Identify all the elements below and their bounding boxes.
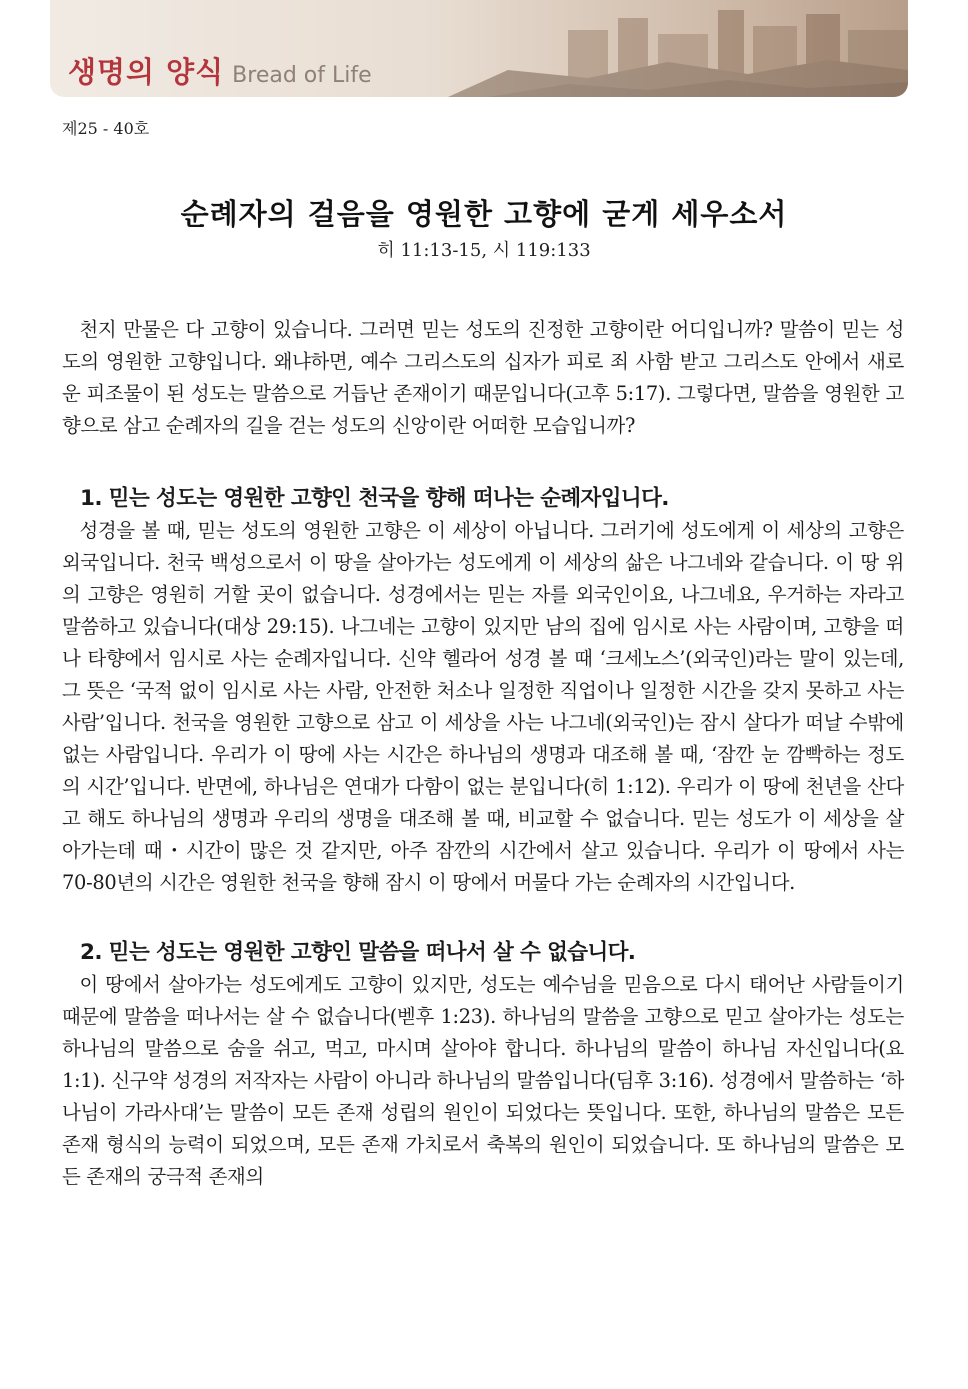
sermon-body bbox=[62, 314, 904, 1193]
intro-paragraph: 천지 만물은 다 고향이 있습니다. 그러면 믿는 성도의 진정한 고향이란 어디입니까? 말씀이 믿는 성도의 영원한 고향입니다. 왜냐하면, 예수 그리스도의 십자가 피로 죄 사함 받고 그리스도 안에서 새로운 피조물이 된 성도는 말씀으로 거듭난 존재이기 때문입니다(고후 5:17). 그렇다면, 말씀을 영원한 고향으로 삼고 순례자의 길을 걷는 성도의 신앙이란 어떠한 모습입니까? bbox=[62, 318, 904, 437]
section-1-heading: 1. 믿는 성도는 영원한 고향인 천국을 향해 떠나는 순례자입니다. bbox=[80, 486, 669, 511]
section-2-heading: 2. 믿는 성도는 영원한 고향인 말씀을 떠나서 살 수 없습니다. bbox=[80, 940, 636, 965]
issue-number: 제25 - 40호 bbox=[62, 119, 150, 138]
header-banner bbox=[50, 0, 908, 97]
sermon-title: 순례자의 걸음을 영원한 고향에 굳게 세우소서 bbox=[180, 197, 788, 231]
section-1-paragraph: 성경을 볼 때, 믿는 성도의 영원한 고향은 이 세상이 아닙니다. 그러기에 성도에게 이 세상의 고향은 외국입니다. 천국 백성으로서 이 땅을 살아가는 성도에게 이 세상의 삶은 나그네와 같습니다. 이 땅 위의 고향은 영원히 거할 곳이 없습니다. 성경에서는 믿는 자를 외국인이요, 나그네요, 우거하는 자라고 말씀하고 있습니다(대상 29:15). 나그네는 고향이 있지만 남의 집에 임시로 사는 사람이며, 고향을 떠나 타향에서 임시로 사는 순례자입니다. 신약 헬라어 성경 볼 때 ‘크세노스’(외국인)라는 말이 있는데, 그 뜻은 ‘국적 없이 임시로 사는 사람, 안전한 처소나 일정한 직업이나 일정한 시간을 갖지 못하고 사는 사람’입니다. 천국을 영원한 고향으로 삼고 이 세상을 사는 나그네(외국인)는 잠시 살다가 떠날 수밖에 없는 사람입니다. 우리가 이 땅에 사는 시간은 하나님의 생명과 대조해 볼 때, ‘잠깐 눈 깜빡하는 정도의 시간’입니다. 반면에, 하나님은 연대가 다함이 없는 분입니다(히 1:12). 우리가 이 땅에 천년을 산다고 해도 하나님의 생명과 우리의 생명을 대조해 볼 때, 비교할 수 없습니다. 믿는 성도가 이 세상을 살아가는데 때・시간이 많은 것 같지만, 아주 잠깐의 시간에서 살고 있습니다. 우리가 이 땅에서 사는 70-80년의 시간은 영원한 천국을 향해 잠시 이 땅에서 머물다 가는 순례자의 시간입니다. bbox=[62, 519, 904, 894]
brand-english: Bread of Life bbox=[232, 63, 372, 88]
brand-korean: 생명의 양식 bbox=[68, 55, 225, 89]
brand-title bbox=[68, 50, 372, 91]
scripture-reference: 히 11:13-15, 시 119:133 bbox=[377, 240, 591, 261]
section-2-paragraph: 이 땅에서 살아가는 성도에게도 고향이 있지만, 성도는 예수님을 믿음으로 다시 태어난 사람들이기 때문에 말씀을 떠나서는 살 수 없습니다(벧후 1:23). 하나님의 말씀을 고향으로 믿고 살아가는 성도는 하나님의 말씀으로 숨을 쉬고, 먹고, 마시며 살아야 합니다. 하나님의 말씀이 하나님 자신입니다(요 1:1). 신구약 성경의 저작자는 사람이 아니라 하나님의 말씀입니다(딤후 3:16). 성경에서 말씀하는 ‘하나님이 가라사대’는 말씀이 모든 존재 성립의 원인이 되었다는 뜻입니다. 또한, 하나님의 말씀은 모든 존재 형식의 능력이 되었으며, 모든 존재 가치로서 축복의 원인이 되었습니다. 또 하나님의 말씀은 모든 존재의 궁극적 존재의 bbox=[62, 973, 904, 1188]
city-crowd-illustration bbox=[448, 0, 908, 97]
